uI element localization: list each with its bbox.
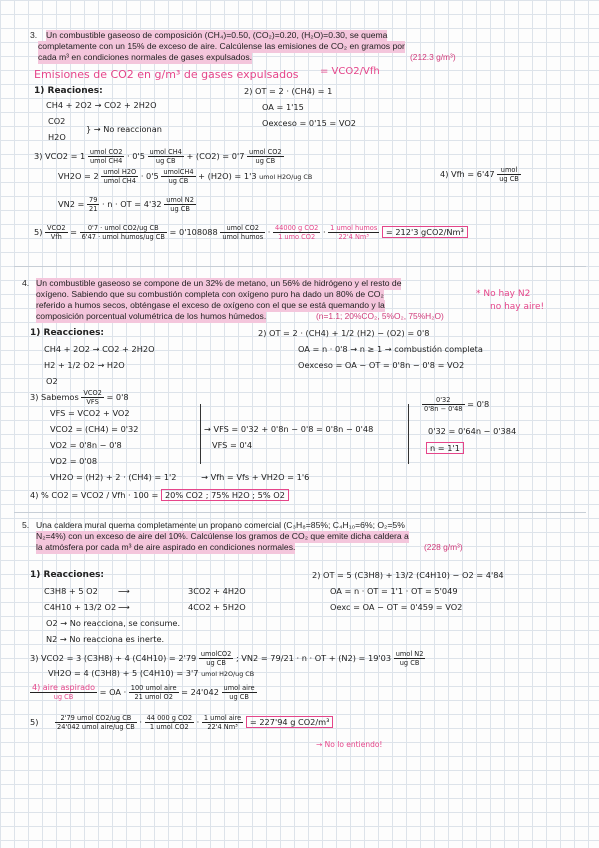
problem-3-no-reaction-label: No reaccionan xyxy=(103,124,162,134)
problem-3-vh2o-frac1: $\frac{\text{umol H2O}}{\text{umol CH4}}$ xyxy=(103,168,137,185)
problem-4-vfh: → Vfh = Vfs + VH2O = 1'6 xyxy=(201,472,310,482)
problem-5-reaction-1b: 3CO2 + 4H2O xyxy=(188,586,246,596)
problem-4-step3-head xyxy=(30,389,129,406)
problem-3-step5-row: 5) $\frac{\text{VCO2}}{\text{Vfh}}$ = $\frac{\text{0'7 · umol CO2/ug CB}}{\text{6'47 · umol humos/ug CB}}$ = 0'108088 $\frac{\text{umol CO2}}{\text{umol humos}}$ · $\frac{\text{44000 g CO2}}{\text{1 umo CO2}}$ · $\frac{\text{1 umol humos}}{\text{22'4 Nm³}}$ = 212'3 gCO2/Nm³ xyxy=(34,224,468,241)
problem-5-step1-heading: 1) Reacciones: xyxy=(30,570,105,580)
problem-3-step5-frac4: $\frac{\text{44000 g CO2}}{\text{1 umo CO2}}$ xyxy=(274,224,319,241)
problem-4-right-eq: = 0'8 xyxy=(467,399,490,409)
problem-4-reaction-1: CH4 + 2O2 → CO2 + 2H2O xyxy=(44,344,155,354)
problem-5-step4-unit: $\frac{\text{umol aire}}{\text{ug CB}}$ xyxy=(223,684,255,701)
problem-3-reaction-1: CH4 + 2O2 → CO2 + 2H2O xyxy=(46,100,157,110)
problem-5-step2-b: OA = n · OT = 1'1 · OT = 5'049 xyxy=(330,586,458,596)
problem-5-step2-c: Oexc = OA − OT = 0'459 = VO2 xyxy=(330,602,463,612)
problem-5-step4-row xyxy=(30,684,257,701)
problem-5-step3-row1 xyxy=(30,650,425,667)
problem-5-step5-frac2: $\frac{\text{44 000 g CO2}}{\text{1 umol CO2}}$ xyxy=(146,714,193,731)
problem-4-statement-line4: composición porcentual volumétrica de los humos húmedos. xyxy=(36,311,267,321)
problem-5-reaction-2b: 4CO2 + 5H2O xyxy=(188,602,246,612)
problem-4-step4-row xyxy=(30,490,289,500)
problem-5-step5-frac1: $\frac{\text{2'79 umol CO2/ug CB}}{\text{24'042 umol aire/ug CB}}$ xyxy=(57,714,135,731)
problem-4-bracket-right xyxy=(408,404,409,464)
problem-3-vco2-plus: + (CO2) = 0'7 xyxy=(186,151,245,161)
problem-3-statement-line3: cada m³ en condiciones normales de gases expulsados. xyxy=(38,52,253,62)
section-divider-1 xyxy=(14,266,586,267)
problem-3-no-reaction: } → No reaccionan xyxy=(86,124,162,134)
problem-3-vco2-row xyxy=(34,148,284,165)
problem-5-arrow-2: ⟶ xyxy=(118,602,130,612)
problem-5-step3-row2 xyxy=(48,668,254,678)
problem-3-step4 xyxy=(440,166,521,183)
problem-4-step3-line3: VCO2 = (CH4) = 0'32 xyxy=(50,424,139,434)
problem-4-step3-eq: = 0'8 xyxy=(106,392,129,402)
problem-3-result: = 212'3 gCO2/Nm³ xyxy=(382,226,468,238)
problem-4-reaction-3: O2 xyxy=(46,376,58,386)
problem-3-vn2-mid: · n · OT = 4'32 xyxy=(102,199,162,209)
problem-4-statement-line2: oxígeno. Sabiendo que su combustión completa con oxígeno puro ha dado un 80% de CO₂ xyxy=(36,289,384,299)
problem-4-mid-1: → VFS = 0'32 + 0'8n − 0'8 = 0'8n − 0'48 xyxy=(204,424,374,434)
problem-4-step3-label: 3) Sabemos xyxy=(30,392,79,402)
problem-5-step4-eq: = OA · xyxy=(99,687,127,697)
problem-3-step5-frac1: $\frac{\text{VCO2}}{\text{Vfh}}$ xyxy=(47,224,66,241)
problem-4-right-frac: $\frac{0'32}{0'8n - 0'48}$ xyxy=(424,396,463,413)
problem-3-statement-line1: Un combustible gaseoso de composición (CH₄)=0.50, (CO₂)=0.20, (H₂O)=0.30, se quema xyxy=(46,30,388,40)
problem-5-result: = 227'94 g CO2/m³ xyxy=(246,716,334,728)
problem-5-step4-value: = 24'042 xyxy=(181,687,219,697)
problem-3-step1-heading: 1) Reaciones: xyxy=(34,86,103,96)
problem-3-step5-frac2: $\frac{\text{0'7 · umol CO2/ug CB}}{\text{6'47 · umol humos/ug CB}}$ xyxy=(81,224,165,241)
problem-4-number: 4. xyxy=(22,278,30,288)
problem-3-vn2-frac1: $\frac{79}{21}$ xyxy=(89,196,98,213)
problem-3-vh2o-mid: · 0'5 xyxy=(140,171,159,181)
problem-4-bracket-left xyxy=(200,404,201,464)
problem-4-vh2o: VH2O = (H2) + 2 · (CH4) = 1'2 xyxy=(50,472,177,482)
problem-4-step1-heading: 1) Reacciones: xyxy=(30,328,105,338)
problem-5-vn2-unit: $\frac{\text{umol N2}}{\text{ug CB}}$ xyxy=(395,650,424,667)
problem-3-answer: (212.3 g/m³) xyxy=(410,52,456,62)
problem-4-statement-line1: Un combustible gaseoso se compone de un 32% de metano, un 56% de hidrógeno y el resto de xyxy=(36,278,402,288)
problem-3-number: 3. xyxy=(30,30,38,40)
problem-3-vh2o-row xyxy=(58,168,312,185)
problem-5-statement-line3: la atmósfera por cada m³ de aire aspirado en condiciones normales. xyxy=(36,542,296,552)
problem-5-vh2o: VH2O = 4 (C3H8) + 5 (C4H10) = 3'7 xyxy=(48,668,199,678)
problem-3-reaction-3: H2O xyxy=(48,132,66,142)
problem-3-title: Emisiones de CO2 en g/m³ de gases expulsados xyxy=(34,68,299,81)
problem-4-right-line2: 0'32 = 0'64n − 0'384 xyxy=(428,426,517,436)
problem-3-step2-a: 2) OT = 2 · (CH4) = 1 xyxy=(244,86,333,96)
problem-3-vn2-row xyxy=(58,196,196,213)
problem-4-right-ratio xyxy=(422,396,489,413)
problem-4-step3-line6 xyxy=(50,472,309,482)
problem-3-step2-b: OA = 1'15 xyxy=(262,102,304,112)
problem-4-note-2: no hay aire! xyxy=(490,302,545,312)
problem-5-step4-lhs: $\frac{\text{4) aire aspirado}}{\text{ug CB}}$ xyxy=(32,683,95,701)
problem-5-statement-line1-text: Una caldera mural quema completamente un propano comercial (C₃H₈=85%; C₄H₁₀=6%; O₂=5% xyxy=(36,520,405,530)
problem-3-vn2-frac2: $\frac{\text{umol N2}}{\text{ug CB}}$ xyxy=(166,196,194,213)
problem-3-step5-frac5: $\frac{\text{1 umol humos}}{\text{22'4 Nm³}}$ xyxy=(330,224,378,241)
problem-4-statement-line3: referido a humos secos, obténgase el exceso de oxígeno con el que se está quemando y la xyxy=(36,300,385,310)
problem-4-step3-line2: VFS = VCO2 + VO2 xyxy=(50,408,130,418)
problem-3-statement-line2: completamente con un 15% de exceso de aire. Calcúlense las emisiones de CO₂ en gramos por xyxy=(38,41,405,51)
problem-5-vn2: ; VN2 = 79/21 · n · OT + (N2) = 19'03 xyxy=(235,653,392,663)
problem-5-step5-row: 5) $\frac{\text{2'79 umol CO2/ug CB}}{\text{24'042 umol aire/ug CB}}$ · $\frac{\text{44 000 g CO2}}{\text{1 umol CO2}}$ · $\frac{\text{1 umol aire}}{\text{22'4 Nm³}}$ = 227'94 g CO2/m³ xyxy=(30,714,333,731)
problem-3-vco2-frac3: $\frac{\text{umol CO2}}{\text{ug CB}}$ xyxy=(249,148,282,165)
problem-4-step3-line4: VO2 = 0'8n − 0'8 xyxy=(50,440,122,450)
problem-4-mid-2: VFS = 0'4 xyxy=(212,440,253,450)
problem-3-step2-c: Oexceso = 0'15 = VO2 xyxy=(262,118,356,128)
problem-4-step3-line5: VO2 = 0'08 xyxy=(50,456,98,466)
problem-5-vh2o-unit: umol H2O/ug CB xyxy=(201,670,255,678)
problem-5-reaction-3: O2 → No reacciona, se consume. xyxy=(46,618,181,628)
problem-3-vh2o-frac2: $\frac{\text{umolCH4}}{\text{ug CB}}$ xyxy=(163,168,194,185)
problem-5-reaction-1a: C3H8 + 5 O2 xyxy=(44,586,98,596)
problem-3-step5-eq: = xyxy=(70,227,77,237)
problem-4-result: 20% CO2 ; 75% H2O ; 5% O2 xyxy=(161,489,289,501)
problem-5-reaction-4: N2 → No reacciona es inerte. xyxy=(46,634,165,644)
problem-5-step5-label: 5) xyxy=(30,717,39,727)
problem-5-vco2-unit: $\frac{\text{umolCO2}}{\text{ug CB}}$ xyxy=(200,650,232,667)
problem-4-n-result: n = 1'1 xyxy=(426,442,464,454)
problem-3-step5-label: 5) xyxy=(34,227,43,237)
problem-3-vco2-frac2: $\frac{\text{umol CH4}}{\text{ug CB}}$ xyxy=(149,148,182,165)
problem-4-step2-c: Oexceso = OA − OT = 0'8n − 0'8 = VO2 xyxy=(298,360,465,370)
problem-5-step5-frac3: $\frac{\text{1 umol aire}}{\text{22'4 Nm³}}$ xyxy=(203,714,242,731)
problem-5-arrow-1: ⟶ xyxy=(118,586,130,596)
problem-3-reaction-2: CO2 xyxy=(48,116,66,126)
problem-3-vh2o-plus: + (H2O) = 1'3 xyxy=(198,171,257,181)
problem-4-step3-frac: $\frac{\text{VCO2}}{\text{VFS}}$ xyxy=(83,389,102,406)
problem-3-vco2-frac1: $\frac{\text{umol CO2}}{\text{umol CH4}}$ xyxy=(89,148,123,165)
problem-5-number: 5. xyxy=(22,520,30,530)
problem-4-note-1: * No hay N2 xyxy=(476,289,531,299)
section-divider-2 xyxy=(14,512,586,513)
problem-3-vh2o-lhs: VH2O = 2 xyxy=(58,171,99,181)
problem-4-answer: (n=1.1; 20%CO₂, 5%O₂, 75%H₂O) xyxy=(316,311,444,321)
problem-3-vfh-unit: $\frac{\text{umol}}{\text{ug CB}}$ xyxy=(499,166,519,183)
problem-3-step5-value: = 0'108088 xyxy=(169,227,218,237)
problem-5-answer: (228 g/m³) xyxy=(424,542,463,552)
problem-3-step5-frac3: $\frac{\text{umol CO2}}{\text{umol humos}}$ xyxy=(222,224,264,241)
problem-5-statement-line2: N₂=4%) con un exceso de aire del 10%. Calcúlense los gramos de CO₂ que emite dicha caldera a xyxy=(36,531,409,541)
problem-3-vh2o-unit: umol H2O/ug CB xyxy=(259,173,313,181)
problem-4-step2-b: OA = n · 0'8 → n ≥ 1 → combustión completa xyxy=(298,344,483,354)
problem-4-step2-a: 2) OT = 2 · (CH4) + 1/2 (H2) − (O2) = 0'8 xyxy=(258,328,430,338)
problem-3-vn2-lhs: VN2 = xyxy=(58,199,85,209)
problem-4-step4-lhs: 4) % CO2 = VCO2 / Vfh · 100 = xyxy=(30,490,159,500)
problem-3-vco2-lhs: 3) VCO2 = 1 xyxy=(34,151,86,161)
problem-4-reaction-2: H2 + 1/2 O2 → H2O xyxy=(44,360,125,370)
problem-3-vfh: 4) Vfh = 6'47 xyxy=(440,169,495,179)
problem-3-title-eq: = VCO2/Vfh xyxy=(320,66,380,77)
problem-5-step4-frac: $\frac{\text{100 umol aire}}{\text{21 umol O2}}$ xyxy=(130,684,177,701)
problem-3-vco2-mid: · 0'5 xyxy=(127,151,145,161)
problem-5-statement-line1 xyxy=(36,520,405,532)
problem-5-vco2: 3) VCO2 = 3 (C3H8) + 4 (C4H10) = 2'79 xyxy=(30,653,197,663)
problem-5-note: → No lo entiendo! xyxy=(316,740,383,749)
problem-5-step2-a: 2) OT = 5 (C3H8) + 13/2 (C4H10) − O2 = 4'84 xyxy=(312,570,504,580)
problem-5-reaction-2a: C4H10 + 13/2 O2 xyxy=(44,602,117,612)
